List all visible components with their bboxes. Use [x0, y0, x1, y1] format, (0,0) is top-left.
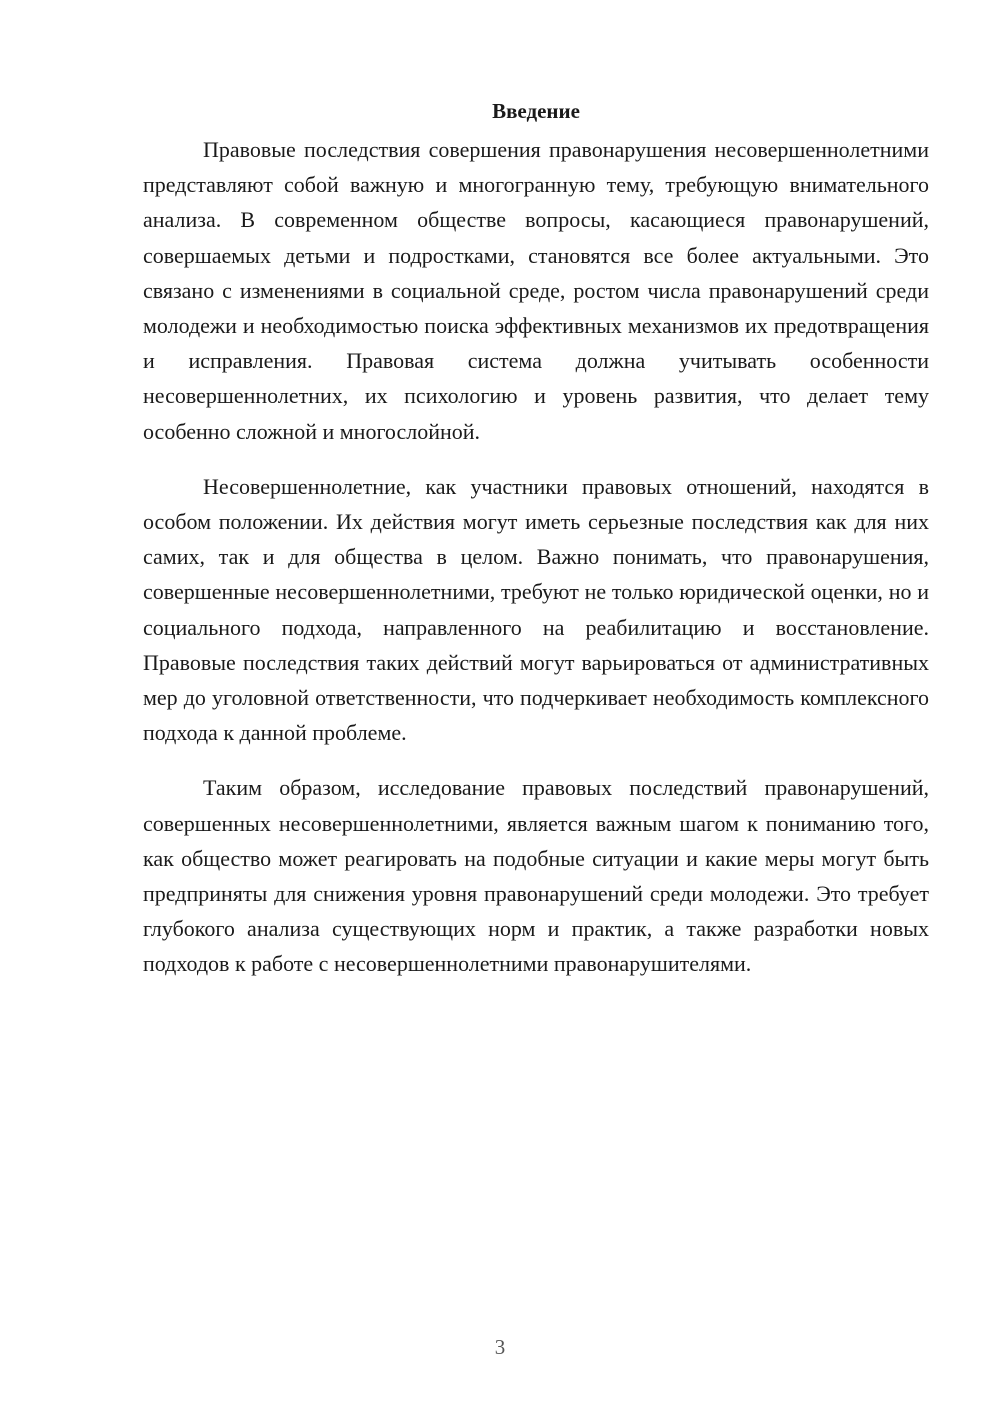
section-heading: Введение	[492, 99, 580, 123]
paragraph-3: Таким образом, исследование правовых последствий правонарушений, совершенных несовершеннолетними, является важным шагом к пониманию того, как общество может реагировать на подобные ситуации и какие меры могут быть предприняты для снижения уровня правонарушений среди молодежи. Это требует глубокого анализа существующих норм и практик, а также разработки новых подходов к работе с несовершеннолетними правонарушителями.	[143, 775, 929, 977]
page-content	[143, 97, 929, 1002]
paragraph-1: Правовые последствия совершения правонарушения несовершеннолетними представляют собой важную и многогранную тему, требующую внимательного анализа. В современном обществе вопросы, касающиеся правонарушений, совершаемых детьми и подростками, становятся все более актуальными. Это связано с изменениями в социальной среде, ростом числа правонарушений среди молодежи и необходимостью поиска эффективных механизмов их предотвращения и исправления. Правовая система должна учитывать особенности несовершеннолетних, их психологию и уровень развития, что делает тему особенно сложной и многослойной.	[143, 137, 929, 444]
page-number: 3	[494, 1335, 506, 1359]
paragraph-2: Несовершеннолетние, как участники правовых отношений, находятся в особом положении. Их действия могут иметь серьезные последствия как для них самих, так и для общества в целом. Важно понимать, что правонарушения, совершенные несовершеннолетними, требуют не только юридической оценки, но и социального подхода, направленного на реабилитацию и восстановление. Правовые последствия таких действий могут варьироваться от административных мер до уголовной ответственности, что подчеркивает необходимость комплексного подхода к данной проблеме.	[143, 473, 929, 746]
